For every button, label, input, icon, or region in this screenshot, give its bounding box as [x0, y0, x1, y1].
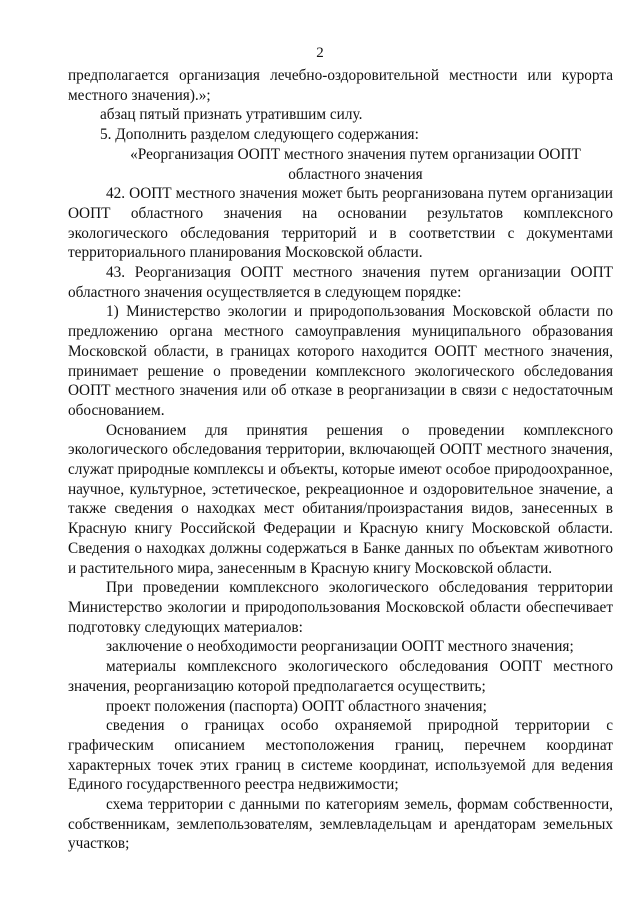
paragraph-materials-intro: При проведении комплексного экологического обследования территории Министерство экологии и природопользования Московской области обеспечивает подготовку следующих материалов:	[68, 579, 613, 636]
paragraph-continuation: предполагается организация лечебно-оздоровительной местности или курорта местного значения).»;	[68, 67, 613, 104]
document-body	[68, 66, 613, 854]
paragraph-abzac-5: абзац пятый признать утратившим силу.	[100, 106, 363, 124]
paragraph-item-5: 5. Дополнить разделом следующего содержания:	[100, 126, 419, 144]
list-item-territory-scheme: схема территории с данными по категориям земель, формам собственности, собственникам, землепользователям, землевладельцам и арендаторам земельных участков;	[68, 796, 613, 853]
section-heading: «Реорганизация ООПТ местного значения путем организации ООПТ областного значения	[130, 145, 581, 183]
page-number: 2	[316, 45, 324, 61]
list-item-conclusion: заключение о необходимости реорганизации ООПТ местного значения;	[106, 638, 574, 656]
list-item-passport-draft: проект положения (паспорта) ООПТ областного значения;	[106, 697, 487, 715]
paragraph-basis: Основанием для принятия решения о проведении комплексного экологического обследования территории, включающей ООПТ местного значения, служат природные комплексы и объекты, которые имеют особое природоохранное, научное, культурное, эстетическое, рекреационное и оздоровительное значение, а также сведения о находках мест обитания/произрастания видов, занесенных в Красную книгу Российской Федерации и Красную книгу Московской области. Сведения о находках должны содержаться в Банке данных по объектам животного и растительного мира, занесенным в Красную книгу Московской области.	[68, 421, 613, 577]
list-item-boundary-info: сведения о границах особо охраняемой природной территории с графическим описанием местоположения границ, перечнем координат характерных точек этих границ в системе координат, используемой для ведения Единого государственного реестра недвижимости;	[68, 717, 613, 794]
paragraph-43-1: 1) Министерство экологии и природопользования Московской области по предложению органа местного самоуправления муниципального образования Московской области, в границах которого находится ООПТ местного значения, принимает решение о проведении комплексного экологического обследования ООПТ местного значения или об отказе в реорганизации в связи с недостаточным обоснованием.	[68, 303, 613, 419]
paragraph-43: 43. Реорганизация ООПТ местного значения путем организации ООПТ областного значения осуществляется в следующем порядке:	[68, 264, 613, 301]
paragraph-42: 42. ООПТ местного значения может быть реорганизована путем организации ООПТ областного значения на основании результатов комплексного экологического обследования территорий и в соответствии с документами территориального планирования Московской области.	[68, 185, 613, 262]
list-item-survey-materials: материалы комплексного экологического обследования ООПТ местного значения, реорганизацию которой предполагается осуществить;	[68, 658, 613, 695]
